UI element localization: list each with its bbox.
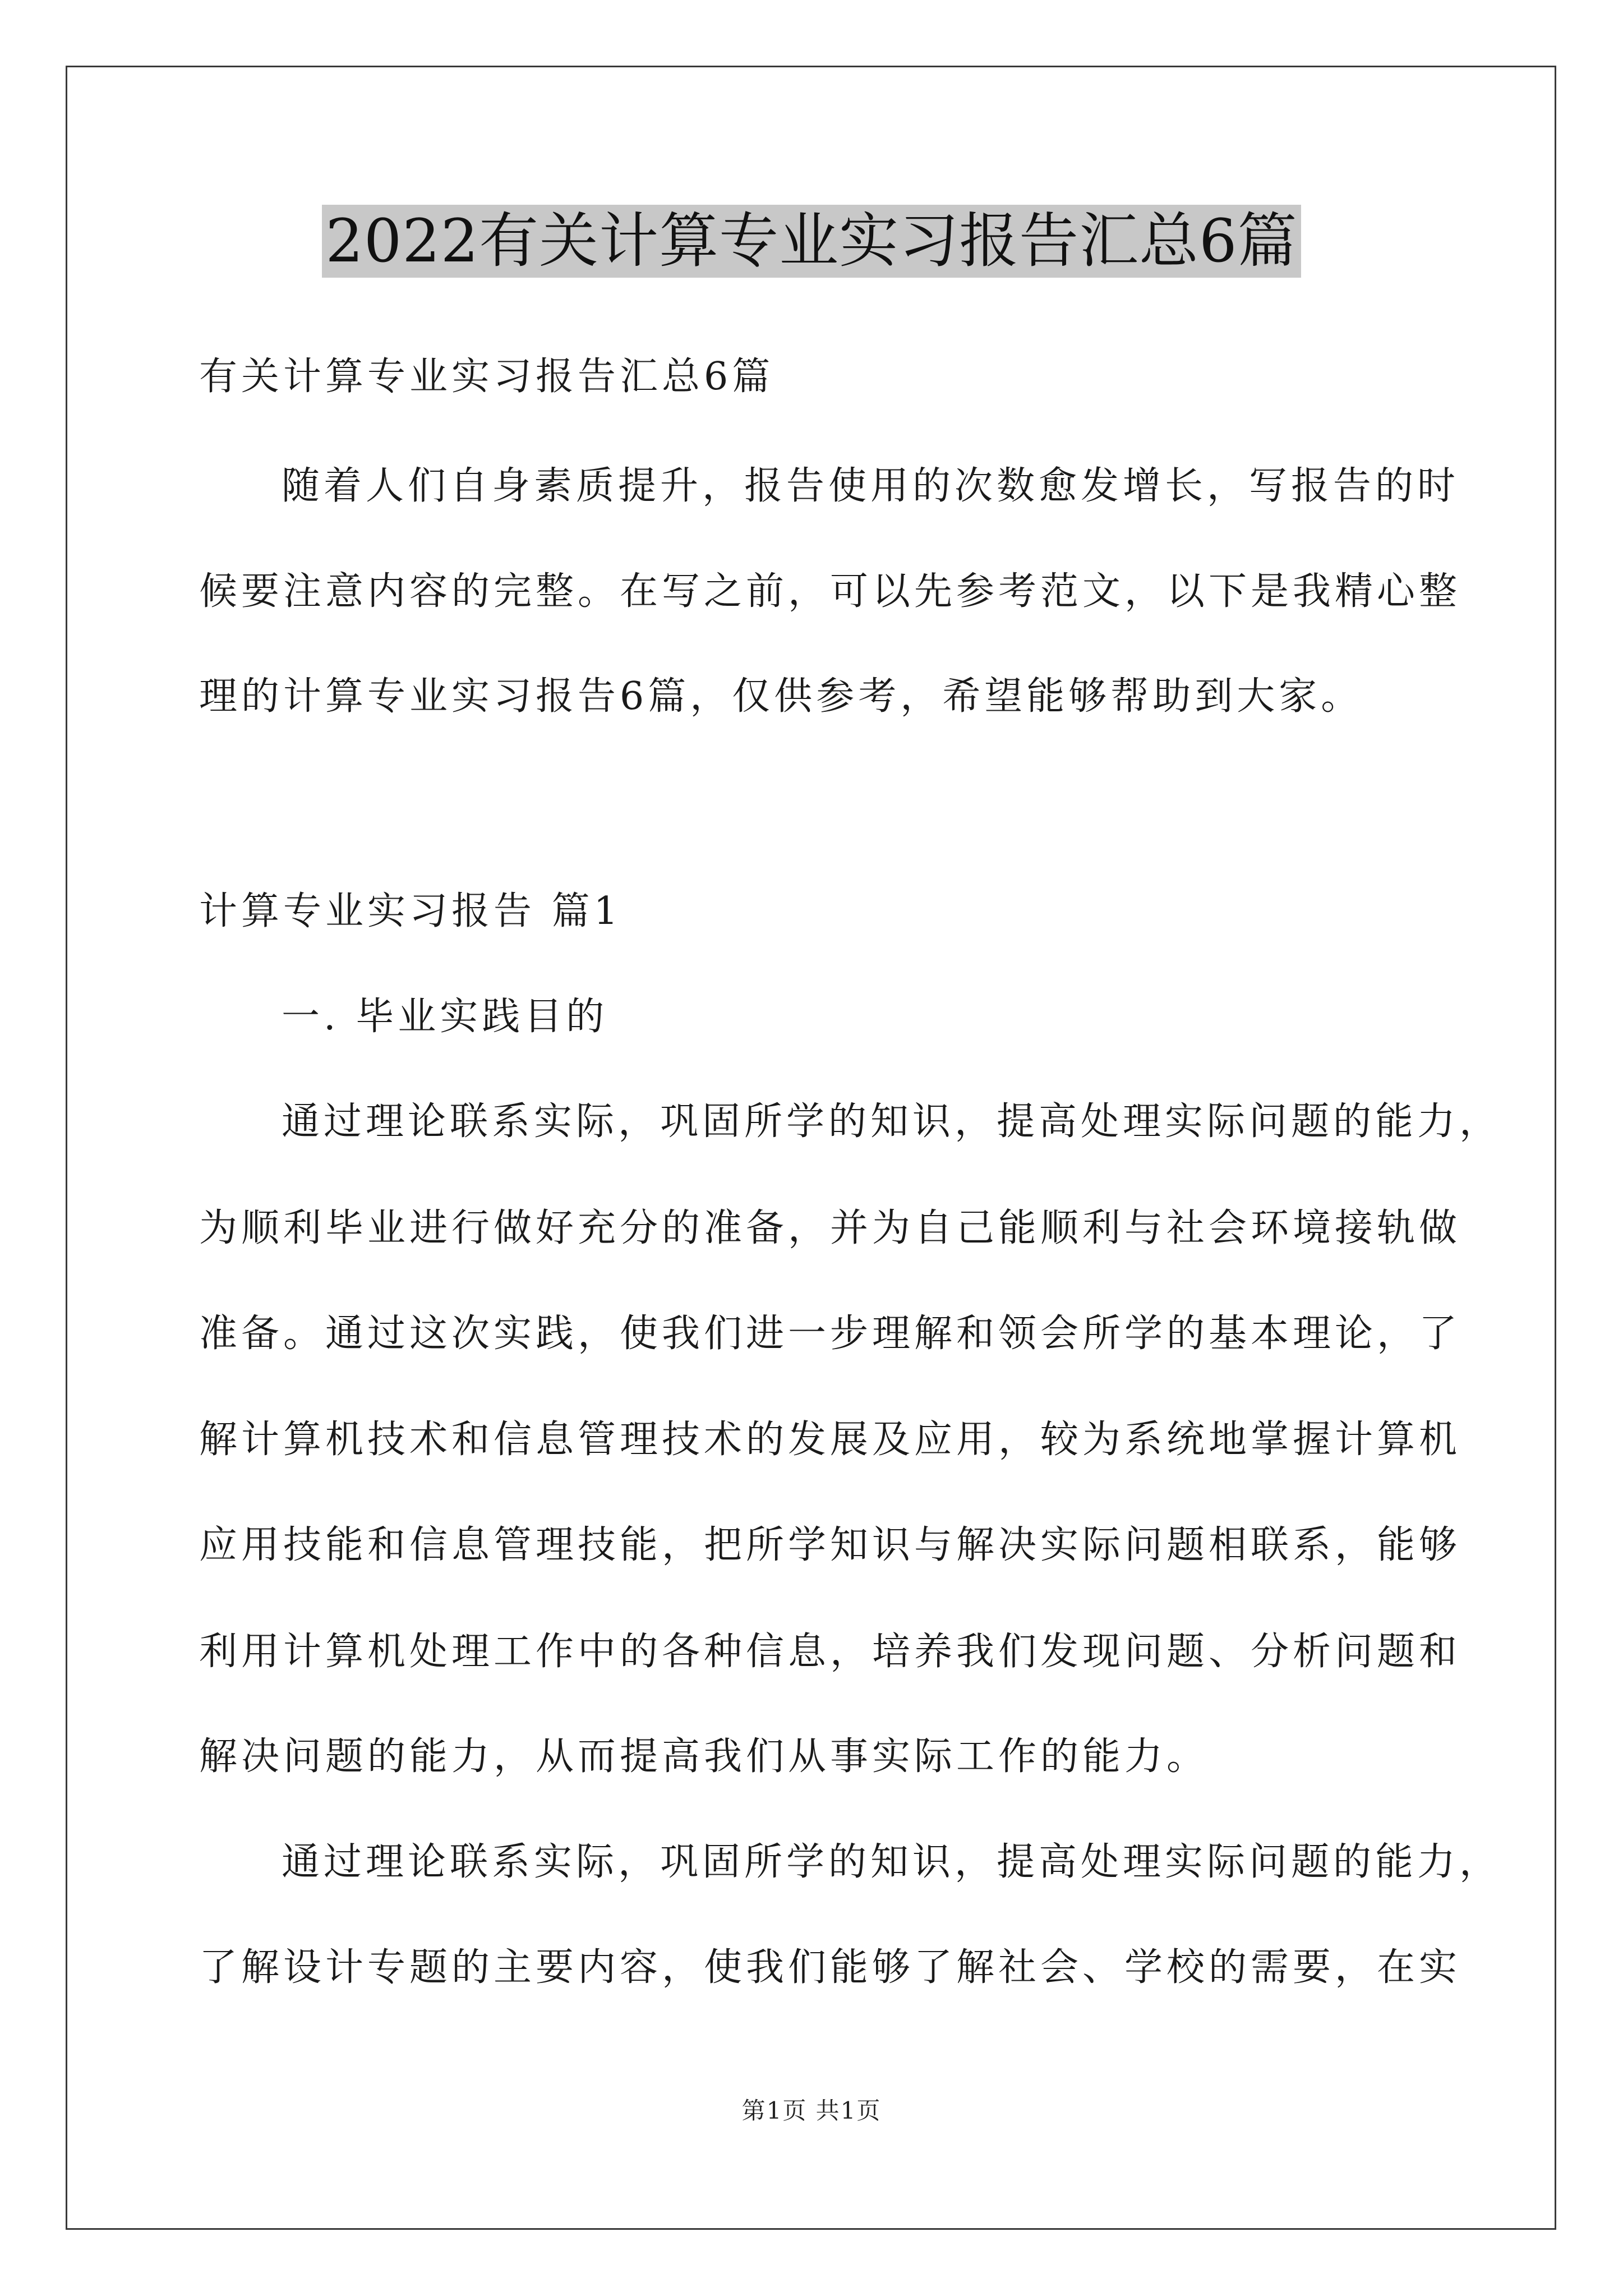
subsection-heading: 一. 毕业实践目的 <box>282 995 608 1039</box>
body-line: 解计算机技术和信息管理技术的发展及应用，较为系统地掌握计算机 <box>199 1418 1461 1462</box>
intro-line-3: 理的计算专业实习报告6篇，仅供参考，希望能够帮助到大家。 <box>199 674 1363 719</box>
body-line: 通过理论联系实际，巩固所学的知识，提高处理实际问题的能力， <box>282 1099 1502 1144</box>
section-heading: 计算专业实习报告 篇1 <box>199 889 622 933</box>
body-line: 为顺利毕业进行做好充分的准备，并为自己能顺利与社会环境接轨做 <box>199 1206 1461 1250</box>
body-line: 了解设计专题的主要内容，使我们能够了解社会、学校的需要，在实 <box>199 1945 1461 1990</box>
body-line: 通过理论联系实际，巩固所学的知识，提高处理实际问题的能力， <box>282 1840 1502 1884</box>
body-line: 利用计算机处理工作中的各种信息，培养我们发现问题、分析问题和 <box>199 1630 1461 1674</box>
title-container <box>0 205 1623 278</box>
subtitle-line: 有关计算专业实习报告汇总6篇 <box>199 355 774 399</box>
body-line: 解决问题的能力，从而提高我们从事实际工作的能力。 <box>199 1734 1209 1779</box>
body-line: 应用技能和信息管理技能，把所学知识与解决实际问题相联系，能够 <box>199 1523 1461 1567</box>
body-line: 准备。通过这次实践，使我们进一步理解和领会所学的基本理论，了 <box>199 1312 1461 1356</box>
document-title: 2022有关计算专业实习报告汇总6篇 <box>322 205 1301 278</box>
intro-line-1: 随着人们自身素质提升，报告使用的次数愈发增长，写报告的时 <box>282 464 1460 508</box>
intro-line-2: 候要注意内容的完整。在写之前，可以先参考范文，以下是我精心整 <box>199 569 1461 614</box>
page-footer: 第1页 共1页 <box>741 2097 882 2124</box>
